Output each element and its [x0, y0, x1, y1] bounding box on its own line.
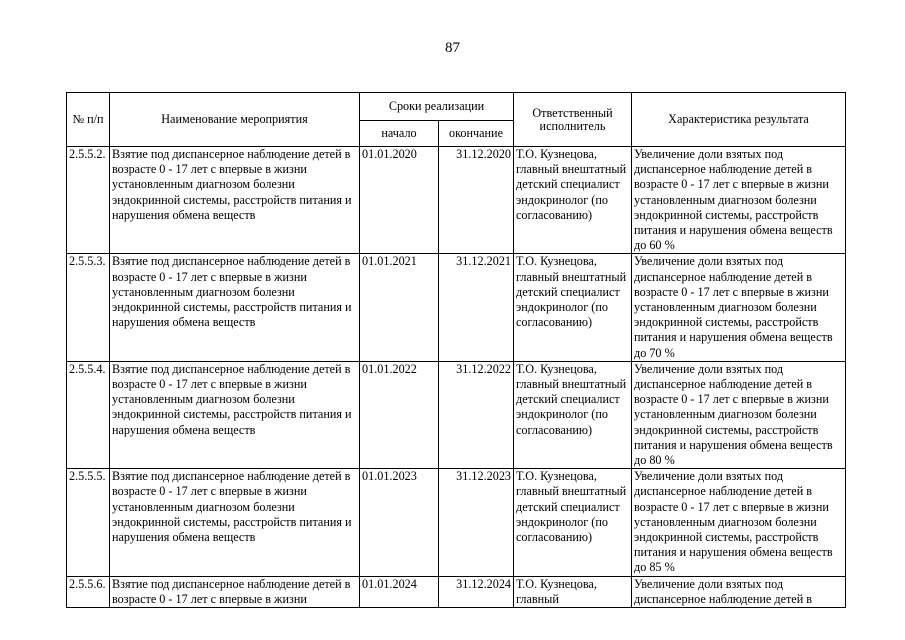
row-end: 31.12.2023	[439, 469, 514, 576]
row-result: Увеличение доли взятых под диспансерное наблюдение детей в возрасте 0 - 17 лет с впервые в жизни установленным диагнозом болезни эндокринной системы, расстройств питания и нарушения обмена веществ до 60 %	[632, 147, 846, 254]
row-name: Взятие под диспансерное наблюдение детей в возрасте 0 - 17 лет с впервые в жизни установленным диагнозом болезни эндокринной системы, расстройств питания и нарушения обмена веществ	[110, 469, 360, 576]
activities-table	[66, 92, 846, 608]
page-number: 87	[445, 40, 460, 56]
row-start: 01.01.2023	[360, 469, 439, 576]
header-start: начало	[360, 121, 439, 147]
row-end: 31.12.2022	[439, 361, 514, 468]
header-terms: Сроки реализации	[360, 93, 514, 121]
table-row	[67, 254, 846, 361]
table-row	[67, 469, 846, 576]
row-responsible: Т.О. Кузнецова, главный внештатный детский специалист эндокринолог (по согласованию)	[514, 361, 632, 468]
row-responsible: Т.О. Кузнецова, главный	[514, 576, 632, 607]
row-end: 31.12.2024	[439, 576, 514, 607]
table-row	[67, 361, 846, 468]
row-responsible: Т.О. Кузнецова, главный внештатный детский специалист эндокринолог (по согласованию)	[514, 469, 632, 576]
table-header	[67, 93, 846, 147]
row-num: 2.5.5.5.	[67, 469, 110, 576]
row-start: 01.01.2021	[360, 254, 439, 361]
row-responsible: Т.О. Кузнецова, главный внештатный детский специалист эндокринолог (по согласованию)	[514, 147, 632, 254]
row-result: Увеличение доли взятых под диспансерное наблюдение детей в	[632, 576, 846, 607]
row-num: 2.5.5.3.	[67, 254, 110, 361]
header-result: Характеристика результата	[632, 93, 846, 147]
row-num: 2.5.5.2.	[67, 147, 110, 254]
header-name: Наименование мероприятия	[110, 93, 360, 147]
row-name: Взятие под диспансерное наблюдение детей в возрасте 0 - 17 лет с впервые в жизни установленным диагнозом болезни эндокринной системы, расстройств питания и нарушения обмена веществ	[110, 254, 360, 361]
table-row	[67, 576, 846, 607]
row-start: 01.01.2020	[360, 147, 439, 254]
row-result: Увеличение доли взятых под диспансерное наблюдение детей в возрасте 0 - 17 лет с впервые в жизни установленным диагнозом болезни эндокринной системы, расстройств питания и нарушения обмена веществ до 80 %	[632, 361, 846, 468]
row-responsible: Т.О. Кузнецова, главный внештатный детский специалист эндокринолог (по согласованию)	[514, 254, 632, 361]
row-end: 31.12.2021	[439, 254, 514, 361]
row-name: Взятие под диспансерное наблюдение детей в возрасте 0 - 17 лет с впервые в жизни установленным диагнозом болезни эндокринной системы, расстройств питания и нарушения обмена веществ	[110, 147, 360, 254]
row-result: Увеличение доли взятых под диспансерное наблюдение детей в возрасте 0 - 17 лет с впервые в жизни установленным диагнозом болезни эндокринной системы, расстройств питания и нарушения обмена веществ до 70 %	[632, 254, 846, 361]
row-result: Увеличение доли взятых под диспансерное наблюдение детей в возрасте 0 - 17 лет с впервые в жизни установленным диагнозом болезни эндокринной системы, расстройств питания и нарушения обмена веществ до 85 %	[632, 469, 846, 576]
row-name: Взятие под диспансерное наблюдение детей в возрасте 0 - 17 лет с впервые в жизни	[110, 576, 360, 607]
header-responsible: Ответственный исполнитель	[514, 93, 632, 147]
row-end: 31.12.2020	[439, 147, 514, 254]
header-num: № п/п	[67, 93, 110, 147]
row-start: 01.01.2024	[360, 576, 439, 607]
row-name: Взятие под диспансерное наблюдение детей в возрасте 0 - 17 лет с впервые в жизни установленным диагнозом болезни эндокринной системы, расстройств питания и нарушения обмена веществ	[110, 361, 360, 468]
header-end: окончание	[439, 121, 514, 147]
row-start: 01.01.2022	[360, 361, 439, 468]
row-num: 2.5.5.4.	[67, 361, 110, 468]
table-row	[67, 147, 846, 254]
row-num: 2.5.5.6.	[67, 576, 110, 607]
